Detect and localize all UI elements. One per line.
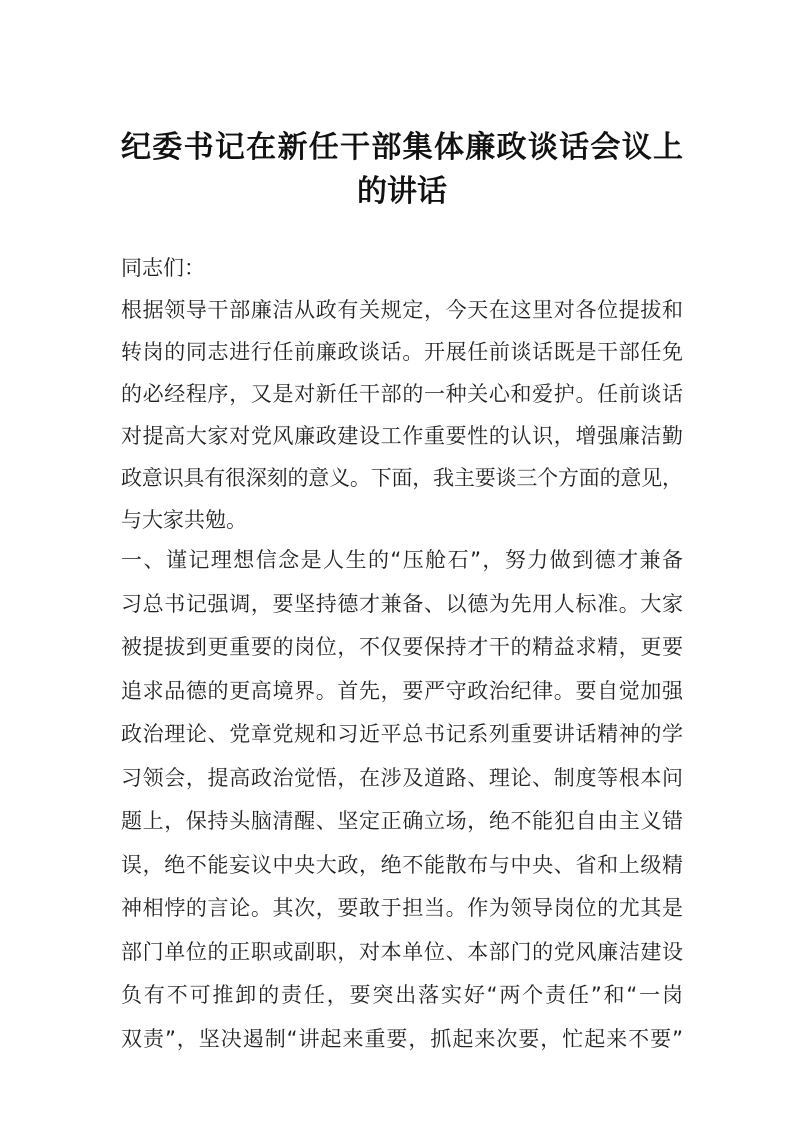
document-title-line-1: 纪委书记在新任干部集体廉政谈话会议上 — [121, 130, 685, 165]
paragraph-line: 根据领导干部廉洁从政有关规定，今天在这里对各位提拔和 — [121, 298, 684, 322]
paragraph-line: 对提高大家对党风廉政建设工作重要性的认识，增强廉洁勤 — [121, 424, 684, 448]
document-title-line-2: 的讲话 — [357, 174, 447, 209]
paragraph-line: 被提拔到更重要的岗位，不仅要保持才干的精益求精，更要 — [121, 635, 684, 659]
paragraph-line: 追求品德的更高境界。首先，要严守政治纪律。要自觉加强 — [121, 678, 684, 703]
paragraph-line: 习总书记强调，要坚持德才兼备、以德为先用人标准。大家 — [121, 591, 684, 616]
paragraph-line: 的必经程序，又是对新任干部的一种关心和爱护。任前谈话 — [121, 382, 684, 406]
intro-section — [121, 247, 683, 541]
paragraph-line: 题上，保持头脑清醒、坚定正确立场，绝不能犯自由主义错 — [121, 809, 684, 833]
paragraph-line: 部门单位的正职或副职，对本单位、本部门的党风廉洁建设 — [121, 939, 684, 964]
paragraph-line: 转岗的同志进行任前廉政谈话。开展任前谈话既是干部任免 — [121, 340, 684, 364]
salutation: 同志们： — [121, 256, 205, 280]
paragraph-line: 政意识具有很深刻的意义。下面，我主要谈三个方面的意见， — [121, 466, 683, 490]
section-1 — [121, 539, 683, 1061]
section-heading: 一、谨记理想信念是人生的“压舱石”，努力做到德才兼备 — [121, 548, 685, 572]
paragraph-line: 双责”，坚决遏制“讲起来重要，抓起来次要，忙起来不要” — [121, 1026, 684, 1051]
paragraph-line: 习领会，提高政治觉悟，在涉及道路、理论、制度等根本问 — [121, 765, 684, 790]
paragraph-line: 政治理论、党章党规和习近平总书记系列重要讲话精神的学 — [121, 722, 684, 746]
paragraph-line: 误，绝不能妄议中央大政，绝不能散布与中央、省和上级精 — [121, 852, 684, 877]
paragraph-line: 负有不可推卸的责任，要突出落实好“两个责任”和“一岗 — [121, 983, 685, 1007]
paragraph-line: 神相悖的言论。其次，要敢于担当。作为领导岗位的尤其是 — [121, 896, 684, 920]
paragraph-line: 与大家共勉。 — [121, 508, 247, 532]
